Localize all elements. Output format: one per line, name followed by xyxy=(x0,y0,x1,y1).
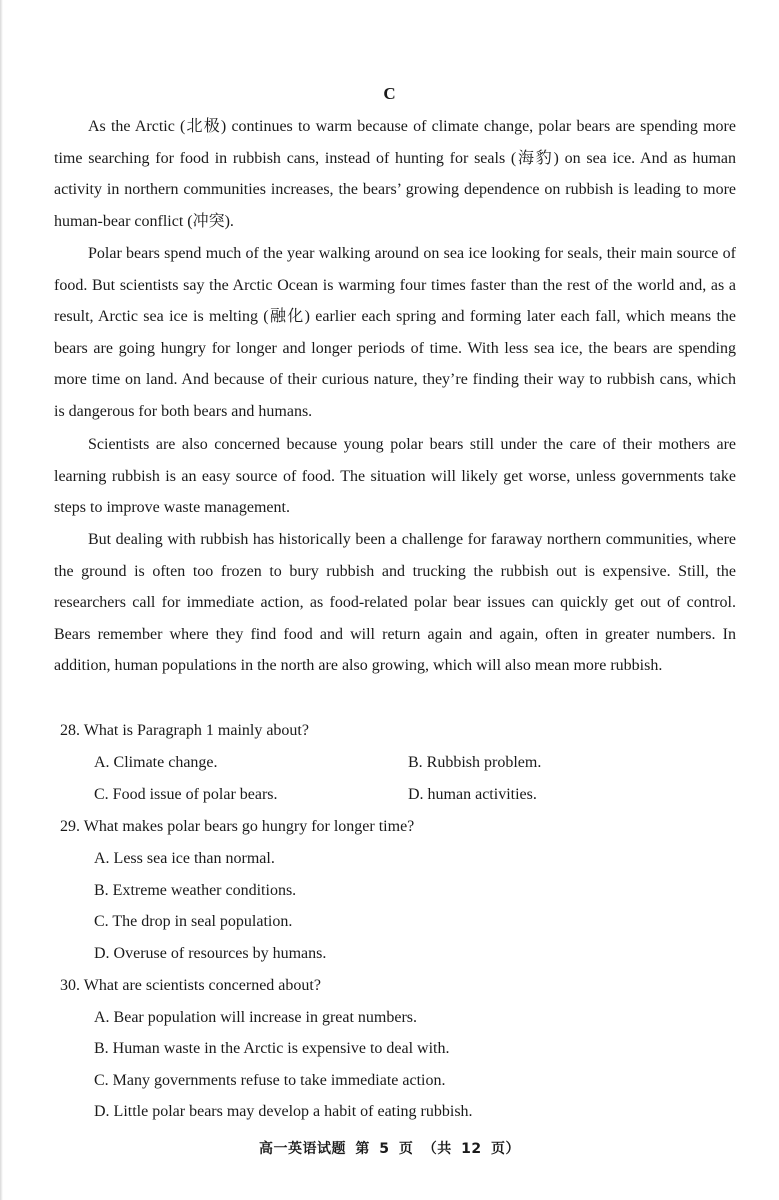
question-29-option-d: D. Overuse of resources by humans. xyxy=(94,945,327,962)
passage-paragraph-2: Polar bears spend much of the year walking around on sea ice looking for seals, their main source of food. But scientists say the Arctic Ocean is warming four times faster than the rest of the world and, as a result, Arctic sea ice is melting (融化) earlier each spring and forming later each fall, which means the bears are going hungry for longer and longer periods of time. With less sea ice, the bears are spending more time on land. And because of their curious nature, they’re finding their way to rubbish cans, which is dangerous for both bears and humans. xyxy=(54,245,736,420)
passage-paragraph-3: Scientists are also concerned because young polar bears still under the care of their mothers are learning rubbish is an easy source of food. The situation will likely get worse, unless governments take steps to improve waste management. xyxy=(54,436,736,517)
question-28-option-a: A. Climate change. xyxy=(94,754,218,771)
question-29-option-c: C. The drop in seal population. xyxy=(94,913,293,930)
question-30-option-a: A. Bear population will increase in great numbers. xyxy=(94,1009,418,1026)
question-30-stem: 30. What are scientists concerned about? xyxy=(60,977,321,994)
question-30-option-c: C. Many governments refuse to take immediate action. xyxy=(94,1072,446,1089)
page-footer: 高一英语试题 第 5 页 （共 12 页） xyxy=(259,1141,520,1157)
question-28-option-c: C. Food issue of polar bears. xyxy=(94,786,278,803)
section-title: C xyxy=(383,84,396,103)
question-29-option-b: B. Extreme weather conditions. xyxy=(94,882,297,899)
question-29-stem: 29. What makes polar bears go hungry for longer time? xyxy=(60,818,415,835)
question-29-option-a: A. Less sea ice than normal. xyxy=(94,850,275,867)
question-30-option-d: D. Little polar bears may develop a habit of eating rubbish. xyxy=(94,1103,473,1120)
passage-paragraph-4: But dealing with rubbish has historically been a challenge for faraway northern communities, where the ground is often too frozen to bury rubbish and trucking the rubbish out is expensive. Still, the researchers call for immediate action, as food-related polar bear issues can quickly get out of control. Bears remember where they find food and will return again and again, often in greater numbers. In addition, human populations in the north are also growing, which will also mean more rubbish. xyxy=(54,531,736,675)
question-28-option-b: B. Rubbish problem. xyxy=(408,754,542,771)
passage-paragraph-1: As the Arctic (北极) continues to warm because of climate change, polar bears are spending more time searching for food in rubbish cans, instead of hunting for seals (海豹) on sea ice. And as human activity in northern communities increases, the bears’ growing dependence on rubbish is leading to more human-bear conflict (冲突). xyxy=(54,118,736,230)
question-28-option-d: D. human activities. xyxy=(408,786,537,803)
question-28-stem: 28. What is Paragraph 1 mainly about? xyxy=(60,722,309,739)
question-30-option-b: B. Human waste in the Arctic is expensive to deal with. xyxy=(94,1040,450,1057)
scan-edge xyxy=(0,0,3,1200)
